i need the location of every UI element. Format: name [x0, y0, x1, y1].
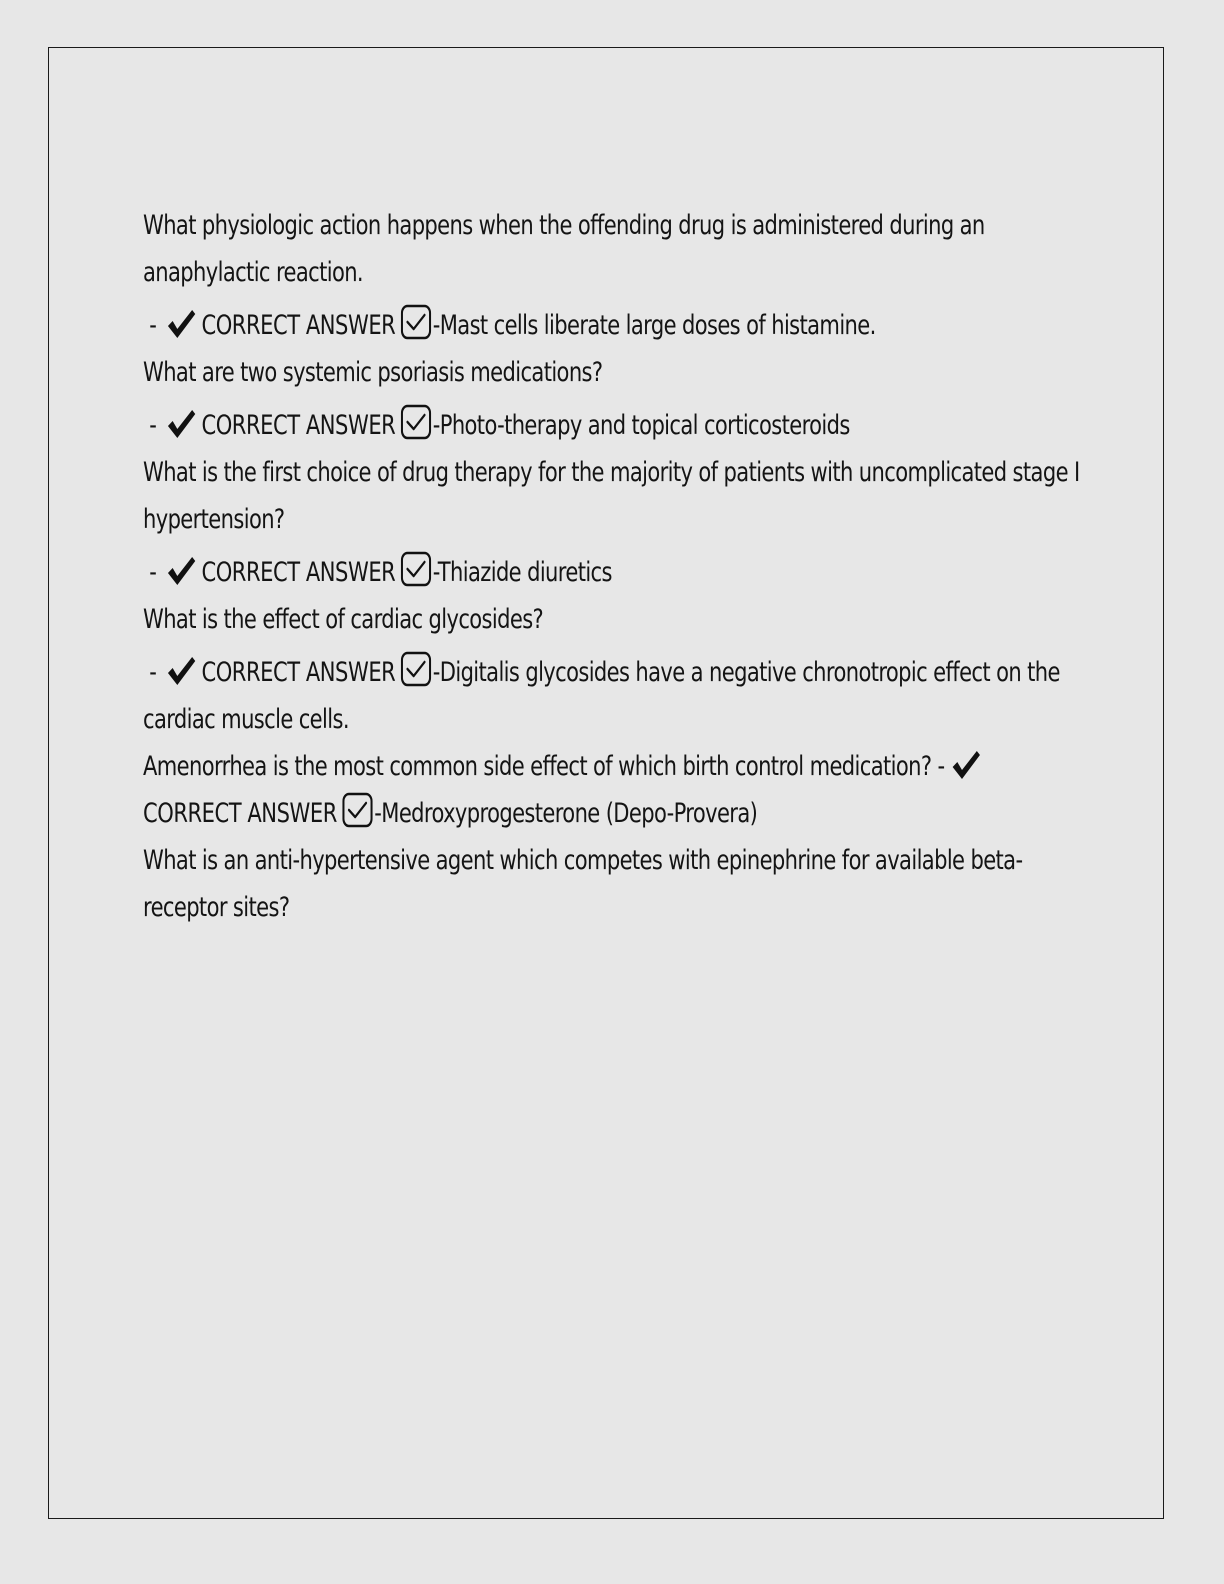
answer-line	[143, 549, 1081, 596]
answer-text: -Photo-therapy and topical corticosteroids	[432, 410, 850, 441]
checkbox-icon	[400, 651, 431, 687]
question-text: What is the effect of cardiac glycosides?	[143, 604, 544, 635]
answer-text: -Digitalis glycosides have a negative chronotropic effect on the cardiac muscle cells.	[143, 657, 1060, 735]
question-text: What physiologic action happens when the offending drug is administered during an anaphylactic reaction.	[143, 210, 985, 288]
document-content	[143, 202, 1083, 931]
check-mark-icon	[166, 555, 197, 587]
qa-item	[143, 449, 1083, 596]
answer-dash: -	[149, 657, 157, 688]
question-text: What are two systemic psoriasis medications?	[143, 357, 603, 388]
answer-dash: -	[149, 557, 157, 588]
correct-answer-label: CORRECT ANSWER	[201, 557, 396, 588]
answer-text: -Medroxyprogesterone (Depo-Provera)	[374, 798, 758, 829]
question-text: What is the first choice of drug therapy for the majority of patients with uncomplicated stage I hypertension?	[143, 457, 1080, 535]
check-mark-icon	[166, 655, 197, 687]
answer-dash: -	[149, 410, 157, 441]
correct-answer-label: CORRECT ANSWER	[201, 657, 396, 688]
checkbox-icon	[342, 792, 373, 828]
checkbox-icon	[400, 304, 431, 340]
answer-text: -Thiazide diuretics	[432, 557, 612, 588]
check-mark-icon	[166, 308, 197, 340]
correct-answer-label: CORRECT ANSWER	[201, 310, 396, 341]
qa-item	[143, 837, 1083, 931]
question-text: What is an anti-hypertensive agent which competes with epinephrine for available beta-receptor sites?	[143, 845, 1023, 923]
answer-text: -Mast cells liberate large doses of histamine.	[432, 310, 876, 341]
checkbox-icon	[400, 404, 431, 440]
answer-line	[143, 649, 1081, 743]
question-text	[143, 743, 1081, 837]
checkbox-icon	[400, 551, 431, 587]
qa-item	[143, 202, 1083, 349]
answer-line	[143, 302, 1081, 349]
answer-dash: -	[149, 310, 157, 341]
correct-answer-label: CORRECT ANSWER	[143, 798, 337, 829]
check-mark-icon	[951, 749, 982, 781]
answer-line	[143, 402, 1081, 449]
qa-item	[143, 596, 1083, 743]
check-mark-icon	[166, 408, 197, 440]
qa-item	[143, 743, 1083, 837]
qa-item	[143, 349, 1083, 449]
correct-answer-label: CORRECT ANSWER	[201, 410, 396, 441]
question-body: Amenorrhea is the most common side effect of which birth control medication? -	[143, 751, 945, 782]
